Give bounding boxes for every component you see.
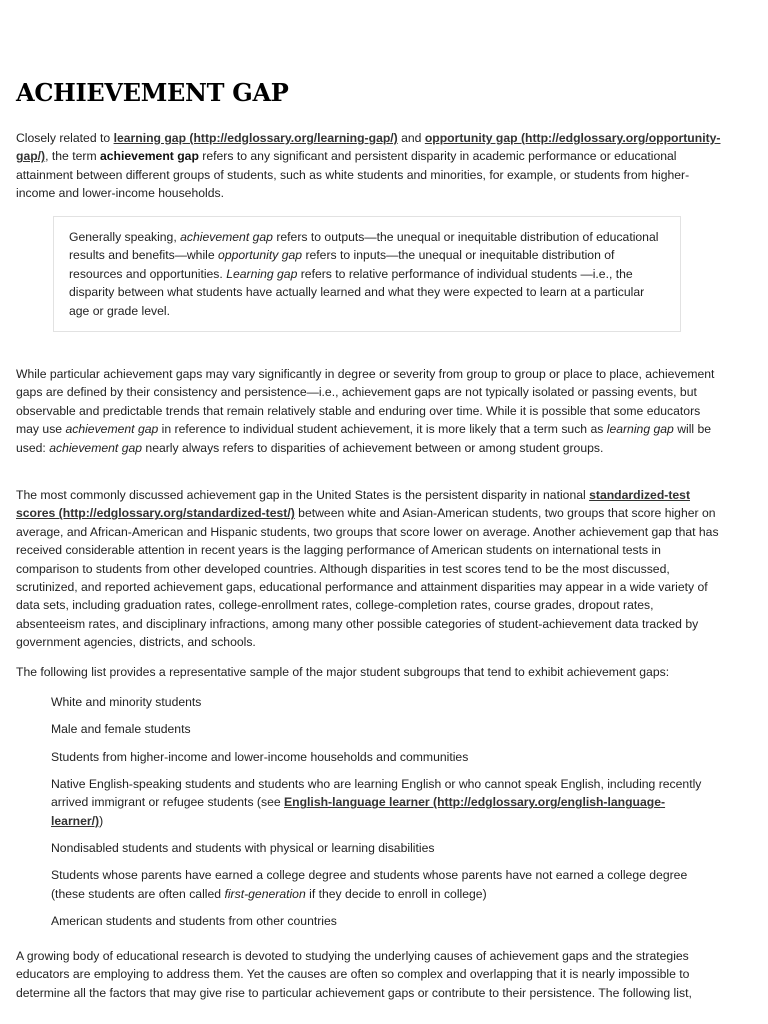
callout-emphasis-2: opportunity gap	[218, 248, 303, 263]
callout-text	[69, 228, 665, 320]
intro-text-2: and	[397, 131, 425, 145]
standardized-test-link[interactable]: standardized-test scores (http://edglossary.org/standardized-test/)	[16, 488, 691, 521]
list-item: Nondisabled students and students with physical or learning disabilities	[51, 841, 435, 855]
english-language-learner-link[interactable]: English-language learner (http://edglossary.org/english-language-learner/)	[51, 795, 666, 828]
para2-text-3: will be used:	[16, 422, 712, 455]
subgroup-list	[51, 693, 711, 939]
callout-emphasis-1: achievement gap	[180, 230, 273, 244]
intro-text-4: refers to any significant and persistent disparity in academic performance or educational attainment between different groups of students, such as white students and minorities, for example, or students from higher-income and lower-income households.	[16, 149, 690, 201]
opportunity-gap-link[interactable]: opportunity gap (http://edglossary.org/opportunity-gap/)	[16, 131, 721, 164]
para2-emphasis-3: achievement gap	[49, 440, 143, 455]
body-paragraph-5: A growing body of educational research is devoted to studying the underlying causes of achievement gaps and the strategies educators are employing to address them. Yet the causes are often so complex and overlapping that it is nearly impossible to determine all the factors that may give rise to particular achievement gaps or contribute to their persistence. The following list,	[16, 949, 692, 1000]
callout-text-2: refers to outputs—the unequal or inequitable distribution of educational results and benefits—while	[69, 230, 659, 263]
learning-gap-link[interactable]: learning gap (http://edglossary.org/learning-gap/)	[113, 131, 398, 145]
list-item-text: )	[99, 813, 104, 828]
first-generation-term: first-generation	[224, 886, 306, 901]
list-item-text: if they decide to enroll in college)	[305, 886, 487, 901]
para3-text-1: The most commonly discussed achievement gap in the United States is the persistent disparity in national	[16, 488, 590, 502]
intro-paragraph	[16, 129, 722, 203]
definition-callout	[53, 216, 681, 332]
para2-text-1: While particular achievement gaps may vary significantly in degree or severity from group to group or place to place, achievement gaps are defined by their consistency and persistence—i.e., achievement gaps are not typically isolated or passing events, but observable and predictable trends that remain relatively stable and enduring over time. While it is possible that some educators may use	[16, 367, 715, 437]
list-item	[51, 775, 711, 830]
callout-emphasis-3: Learning gap	[226, 266, 298, 281]
callout-text-3: refers to inputs—the unequal or inequitable distribution of resources and opportunities.	[69, 248, 615, 281]
para2-text-2: in reference to individual student achievement, it is more likely that a term such as	[158, 422, 607, 437]
para2-emphasis-1: achievement gap	[65, 422, 159, 437]
para2-emphasis-2: learning gap	[606, 422, 674, 437]
list-item-text: Native English-speaking students and students who are learning English or who cannot speak English, including recently arrived immigrant or refugee students (see	[51, 776, 702, 810]
intro-text-1: Closely related to	[16, 131, 114, 145]
intro-text-3: , the term	[45, 149, 100, 164]
list-item: White and minority students	[51, 695, 202, 709]
para3-text-2: between white and Asian-American students, two groups that score higher on average, and African-American and Hispanic students, two groups that score lower on average. Another achievement gap that has received considerable attention in recent years is the lagging performance of American students on international tests in comparison to students from other developed countries. Although disparities in test scores tend to be the most discussed, scrutinized, and reported achievement gaps, educational performance and attainment disparities may appear in a wide variety of data sets, including graduation rates, college-enrollment rates, college-completion rates, course grades, dropout rates, absenteeism rates, and disciplinary infractions, among many other possible categories of student-achievement data tracked by government agencies, districts, and schools.	[16, 506, 719, 650]
list-item: Students from higher-income and lower-income households and communities	[51, 749, 469, 764]
list-item-text: Students whose parents have earned a college degree and students whose parents have not earned a college degree (these students are often called	[51, 868, 688, 901]
achievement-gap-term: achievement gap	[100, 149, 199, 164]
para2-text-4: nearly always refers to disparities of achievement between or among student groups.	[142, 440, 604, 455]
body-paragraph-3	[16, 486, 722, 652]
list-item: Male and female students	[51, 722, 191, 737]
body-paragraph-2	[16, 365, 722, 457]
list-item	[51, 866, 711, 903]
body-paragraph-4: The following list provides a representative sample of the major student subgroups that tend to exhibit achievement gaps:	[16, 665, 670, 679]
list-item: American students and students from other countries	[51, 914, 337, 928]
page-title: ACHIEVEMENT GAP	[16, 78, 289, 107]
callout-text-4: refers to relative performance of individual students —i.e., the disparity between what students have actually learned and what they were expected to learn at a particular age or grade level.	[69, 266, 645, 318]
callout-text-1: Generally speaking,	[69, 230, 181, 244]
